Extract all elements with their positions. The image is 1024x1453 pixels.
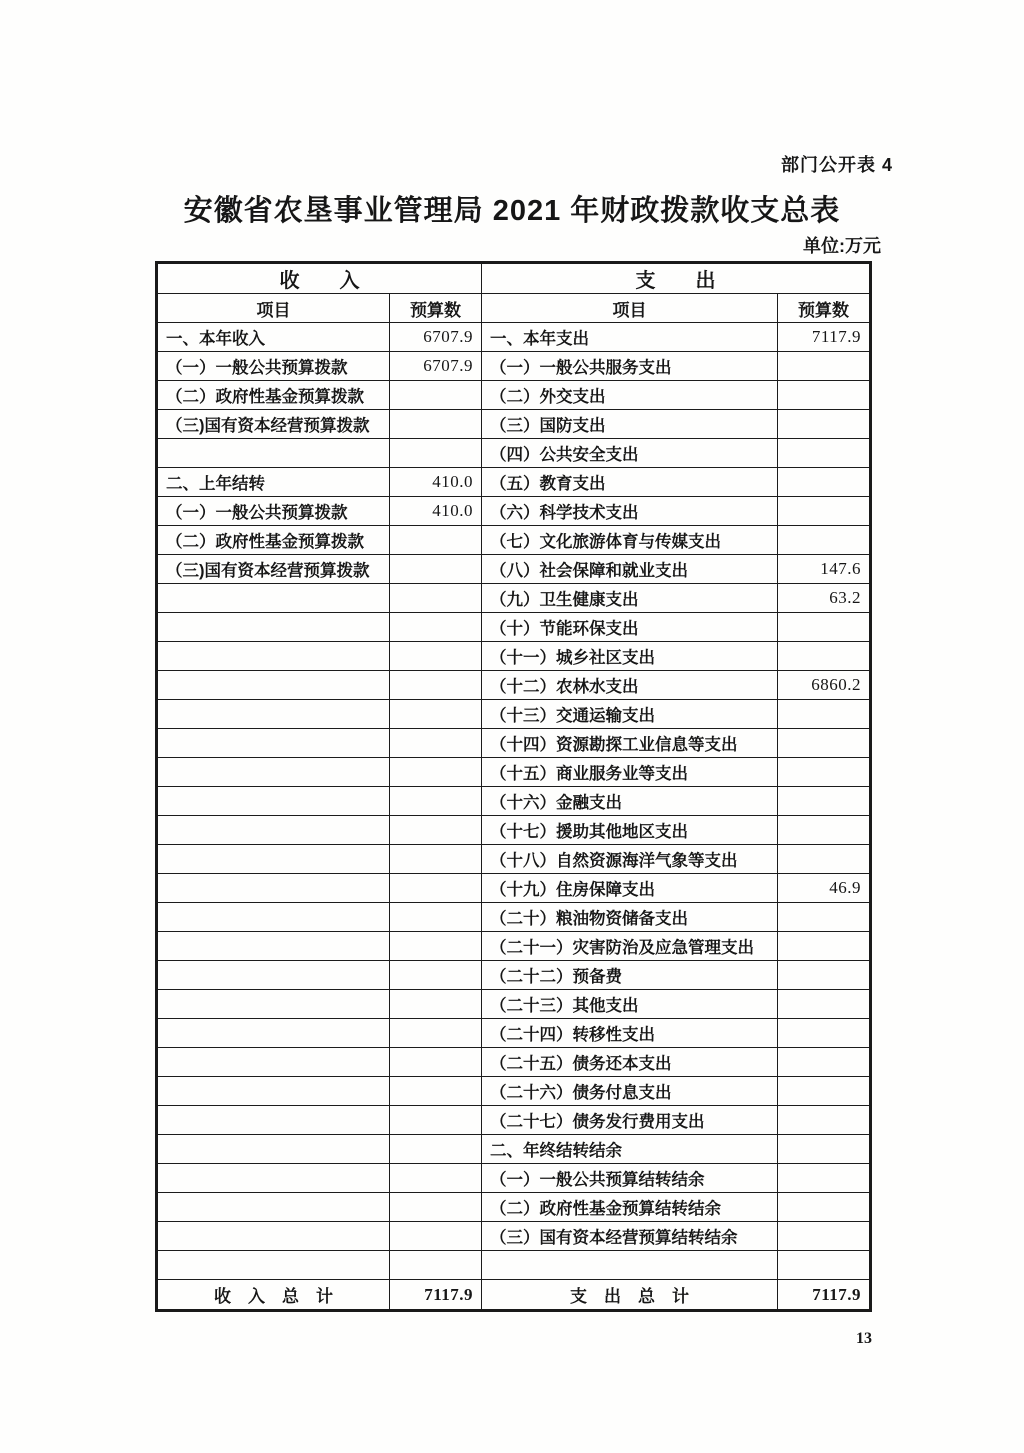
expense-item-cell: （二十七）债务发行费用支出 (482, 1106, 778, 1135)
income-value-cell: 6707.9 (390, 352, 482, 381)
table-row (157, 1048, 871, 1077)
table-row (157, 352, 871, 381)
expense-value-cell (778, 758, 871, 787)
expense-value-cell (778, 642, 871, 671)
expense-item-cell: （十一）城乡社区支出 (482, 642, 778, 671)
income-item-cell (157, 1164, 390, 1193)
expense-value-cell (778, 816, 871, 845)
income-item-cell (157, 874, 390, 903)
expense-item-cell: （二十六）债务付息支出 (482, 1077, 778, 1106)
expense-item-cell: （一）一般公共服务支出 (482, 352, 778, 381)
income-item-cell (157, 845, 390, 874)
expense-value-cell (778, 990, 871, 1019)
expense-value-cell (778, 903, 871, 932)
income-item-cell: （一）一般公共预算拨款 (157, 497, 390, 526)
income-value-cell (390, 1251, 482, 1280)
income-item-cell: （二）政府性基金预算拨款 (157, 381, 390, 410)
income-item-cell (157, 1019, 390, 1048)
expense-total-value: 7117.9 (778, 1280, 871, 1311)
income-item-cell (157, 1048, 390, 1077)
expense-value-cell (778, 439, 871, 468)
expense-item-cell: （十八）自然资源海洋气象等支出 (482, 845, 778, 874)
expense-item-cell: （十五）商业服务业等支出 (482, 758, 778, 787)
income-item-cell: 二、上年结转 (157, 468, 390, 497)
expense-item-cell: （九）卫生健康支出 (482, 584, 778, 613)
income-item-cell: （三)国有资本经营预算拨款 (157, 410, 390, 439)
table-row (157, 845, 871, 874)
income-item-cell (157, 729, 390, 758)
expense-value-cell (778, 1193, 871, 1222)
income-item-cell (157, 1193, 390, 1222)
expense-value-cell: 46.9 (778, 874, 871, 903)
income-value-cell (390, 1106, 482, 1135)
income-value-cell: 6707.9 (390, 323, 482, 352)
income-value-cell (390, 381, 482, 410)
income-value-cell (390, 903, 482, 932)
income-item-cell (157, 816, 390, 845)
expense-item-cell: （十三）交通运输支出 (482, 700, 778, 729)
expense-value-cell (778, 700, 871, 729)
unit-label: 单位:万元 (803, 236, 881, 256)
table-row (157, 1222, 871, 1251)
income-value-cell: 410.0 (390, 497, 482, 526)
total-row (157, 1280, 871, 1311)
expense-item-cell: （二）政府性基金预算结转结余 (482, 1193, 778, 1222)
expense-value-cell (778, 1164, 871, 1193)
income-value-cell (390, 1019, 482, 1048)
income-value-cell (390, 961, 482, 990)
expense-value-cell (778, 787, 871, 816)
income-item-cell (157, 671, 390, 700)
income-value-cell (390, 526, 482, 555)
income-item-cell (157, 932, 390, 961)
table-foot (157, 1280, 871, 1311)
expense-item-cell: （二十五）债务还本支出 (482, 1048, 778, 1077)
income-item-cell (157, 584, 390, 613)
income-item-cell: （一）一般公共预算拨款 (157, 352, 390, 381)
expense-value-cell (778, 729, 871, 758)
expense-value-cell: 6860.2 (778, 671, 871, 700)
income-value-cell (390, 787, 482, 816)
table-row (157, 410, 871, 439)
income-value-cell (390, 555, 482, 584)
column-header-row (157, 294, 871, 323)
income-value-cell (390, 874, 482, 903)
table-row (157, 729, 871, 758)
expense-item-cell: （二十四）转移性支出 (482, 1019, 778, 1048)
table-row (157, 439, 871, 468)
income-value-cell (390, 1222, 482, 1251)
table-row (157, 1019, 871, 1048)
expense-value-cell (778, 932, 871, 961)
table-row (157, 787, 871, 816)
expense-item-cell (482, 1251, 778, 1280)
expense-item-cell: （二十一）灾害防治及应急管理支出 (482, 932, 778, 961)
table-head (157, 263, 871, 323)
expense-value-cell (778, 1019, 871, 1048)
expense-item-cell: （一）一般公共预算结转结余 (482, 1164, 778, 1193)
income-item-cell (157, 1135, 390, 1164)
expense-item-cell: （四）公共安全支出 (482, 439, 778, 468)
income-value-cell (390, 671, 482, 700)
table-body (157, 323, 871, 1280)
expense-item-cell: （十七）援助其他地区支出 (482, 816, 778, 845)
income-item-cell: （二）政府性基金预算拨款 (157, 526, 390, 555)
income-item-cell (157, 1077, 390, 1106)
table-row (157, 1106, 871, 1135)
table-row (157, 1164, 871, 1193)
table-row (157, 990, 871, 1019)
section-header-row (157, 263, 871, 294)
income-budget-column-header: 预算数 (390, 294, 482, 323)
expense-item-cell: （八）社会保障和就业支出 (482, 555, 778, 584)
income-item-cell (157, 903, 390, 932)
expense-value-cell (778, 613, 871, 642)
table-row (157, 1135, 871, 1164)
expense-value-cell (778, 961, 871, 990)
income-value-cell (390, 845, 482, 874)
expense-item-cell: （二十）粮油物资储备支出 (482, 903, 778, 932)
income-item-cell (157, 758, 390, 787)
expense-item-cell: 一、本年支出 (482, 323, 778, 352)
table-row (157, 874, 871, 903)
expense-item-cell: （七）文化旅游体育与传媒支出 (482, 526, 778, 555)
table-row (157, 381, 871, 410)
table-row (157, 961, 871, 990)
expense-value-cell (778, 845, 871, 874)
table-row (157, 758, 871, 787)
income-value-cell (390, 1135, 482, 1164)
expense-item-cell: （十二）农林水支出 (482, 671, 778, 700)
income-item-column-header: 项目 (157, 294, 390, 323)
income-item-cell (157, 1106, 390, 1135)
expense-total-label: 支 出 总 计 (482, 1280, 778, 1311)
expense-value-cell (778, 1222, 871, 1251)
corner-label: 部门公开表 4 (780, 155, 893, 175)
table-row (157, 555, 871, 584)
expense-value-cell (778, 381, 871, 410)
income-value-cell (390, 439, 482, 468)
income-item-cell: 一、本年收入 (157, 323, 390, 352)
income-value-cell (390, 990, 482, 1019)
expense-value-cell: 7117.9 (778, 323, 871, 352)
income-total-label: 收 入 总 计 (157, 1280, 390, 1311)
expense-value-cell: 63.2 (778, 584, 871, 613)
income-value-cell (390, 1048, 482, 1077)
expense-item-cell: （十四）资源勘探工业信息等支出 (482, 729, 778, 758)
expense-item-cell: （二十三）其他支出 (482, 990, 778, 1019)
expense-item-cell: （二十二）预备费 (482, 961, 778, 990)
income-value-cell: 410.0 (390, 468, 482, 497)
expense-item-cell: （十）节能环保支出 (482, 613, 778, 642)
income-value-cell (390, 758, 482, 787)
table-row (157, 468, 871, 497)
expense-value-cell (778, 497, 871, 526)
page-number: 13 (856, 1330, 872, 1347)
income-item-cell (157, 990, 390, 1019)
expense-value-cell (778, 352, 871, 381)
income-value-cell (390, 932, 482, 961)
table-row (157, 671, 871, 700)
table-row (157, 903, 871, 932)
expense-item-cell: （十六）金融支出 (482, 787, 778, 816)
table-row (157, 1251, 871, 1280)
expense-item-cell: （五）教育支出 (482, 468, 778, 497)
budget-table (155, 261, 872, 1312)
table-row (157, 1077, 871, 1106)
table-row (157, 642, 871, 671)
expense-value-cell (778, 526, 871, 555)
expense-value-cell (778, 410, 871, 439)
income-item-cell (157, 439, 390, 468)
expense-item-cell: 二、年终结转结余 (482, 1135, 778, 1164)
income-value-cell (390, 410, 482, 439)
expense-item-cell: （三）国防支出 (482, 410, 778, 439)
income-value-cell (390, 700, 482, 729)
income-item-cell (157, 1222, 390, 1251)
income-value-cell (390, 584, 482, 613)
table-row (157, 526, 871, 555)
income-item-cell (157, 700, 390, 729)
income-value-cell (390, 1193, 482, 1222)
expense-value-cell (778, 1048, 871, 1077)
expense-value-cell (778, 468, 871, 497)
expense-value-cell (778, 1077, 871, 1106)
income-item-cell (157, 642, 390, 671)
income-value-cell (390, 729, 482, 758)
expense-item-cell: （六）科学技术支出 (482, 497, 778, 526)
table-row (157, 932, 871, 961)
income-item-cell (157, 961, 390, 990)
expense-item-cell: （三）国有资本经营预算结转结余 (482, 1222, 778, 1251)
income-total-value: 7117.9 (390, 1280, 482, 1311)
expense-value-cell (778, 1251, 871, 1280)
table-row (157, 497, 871, 526)
income-value-cell (390, 816, 482, 845)
expense-value-cell (778, 1106, 871, 1135)
table-row (157, 816, 871, 845)
income-value-cell (390, 642, 482, 671)
income-item-cell (157, 613, 390, 642)
expense-item-cell: （二）外交支出 (482, 381, 778, 410)
expense-item-column-header: 项目 (482, 294, 778, 323)
income-value-cell (390, 613, 482, 642)
income-section-header: 收 入 (157, 263, 482, 294)
income-value-cell (390, 1077, 482, 1106)
table-row (157, 613, 871, 642)
expense-budget-column-header: 预算数 (778, 294, 871, 323)
table-row (157, 584, 871, 613)
expense-item-cell: （十九）住房保障支出 (482, 874, 778, 903)
table-row (157, 700, 871, 729)
income-item-cell (157, 787, 390, 816)
expense-value-cell (778, 1135, 871, 1164)
expense-value-cell: 147.6 (778, 555, 871, 584)
income-item-cell: （三)国有资本经营预算拨款 (157, 555, 390, 584)
table-row (157, 1193, 871, 1222)
table-row (157, 323, 871, 352)
income-item-cell (157, 1251, 390, 1280)
page-title: 安徽省农垦事业管理局 2021 年财政拨款收支总表 (183, 195, 841, 227)
expense-section-header: 支 出 (482, 263, 871, 294)
income-value-cell (390, 1164, 482, 1193)
